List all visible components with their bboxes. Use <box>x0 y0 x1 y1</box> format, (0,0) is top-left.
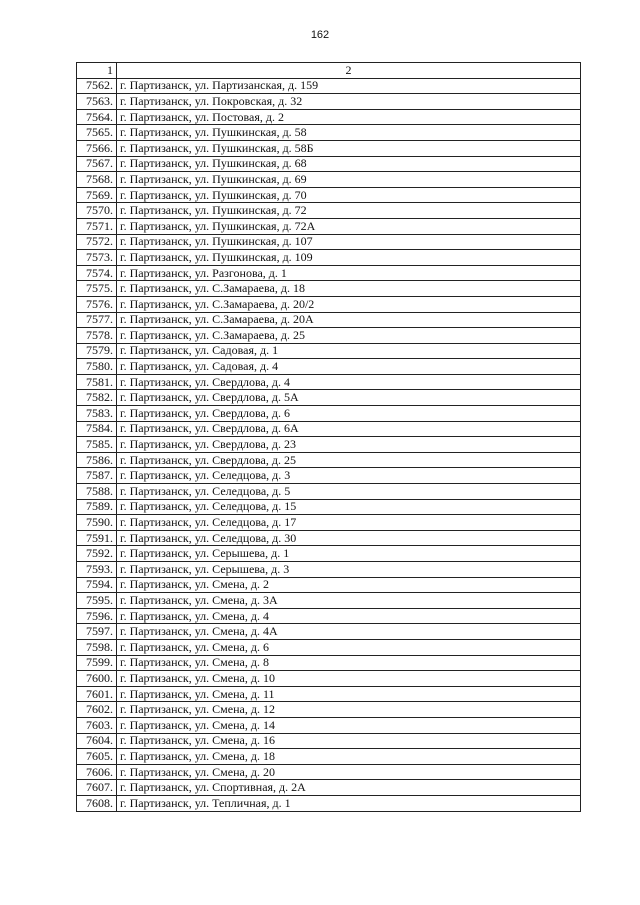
row-address-cell: г. Партизанск, ул. Свердлова, д. 4 <box>117 374 581 390</box>
table-row <box>77 468 581 484</box>
row-address-cell: г. Партизанск, ул. Смена, д. 8 <box>117 655 581 671</box>
row-number-cell: 7607. <box>77 780 117 796</box>
table-row <box>77 530 581 546</box>
table-row <box>77 546 581 562</box>
row-number-cell: 7568. <box>77 172 117 188</box>
row-address-cell: г. Партизанск, ул. С.Замараева, д. 20/2 <box>117 296 581 312</box>
row-number-cell: 7570. <box>77 203 117 219</box>
row-address-cell: г. Партизанск, ул. Селедцова, д. 3 <box>117 468 581 484</box>
row-address-cell: г. Партизанск, ул. Серышева, д. 3 <box>117 562 581 578</box>
row-number-cell: 7602. <box>77 702 117 718</box>
table-row <box>77 265 581 281</box>
row-address-cell: г. Партизанск, ул. Смена, д. 3А <box>117 593 581 609</box>
table-row <box>77 374 581 390</box>
row-number-cell: 7585. <box>77 437 117 453</box>
row-address-cell: г. Партизанск, ул. С.Замараева, д. 18 <box>117 281 581 297</box>
row-number-cell: 7580. <box>77 359 117 375</box>
table-row <box>77 562 581 578</box>
row-address-cell: г. Партизанск, ул. Смена, д. 18 <box>117 749 581 765</box>
table-row <box>77 172 581 188</box>
row-number-cell: 7579. <box>77 343 117 359</box>
row-number-cell: 7566. <box>77 140 117 156</box>
table-row <box>77 515 581 531</box>
row-number-cell: 7577. <box>77 312 117 328</box>
table-row <box>77 608 581 624</box>
row-number-cell: 7595. <box>77 593 117 609</box>
row-address-cell: г. Партизанск, ул. Тепличная, д. 1 <box>117 795 581 811</box>
row-address-cell: г. Партизанск, ул. Смена, д. 12 <box>117 702 581 718</box>
row-address-cell: г. Партизанск, ул. Смена, д. 4А <box>117 624 581 640</box>
row-number-cell: 7603. <box>77 717 117 733</box>
row-address-cell: г. Партизанск, ул. Пушкинская, д. 69 <box>117 172 581 188</box>
row-number-cell: 7572. <box>77 234 117 250</box>
row-address-cell: г. Партизанск, ул. Селедцова, д. 5 <box>117 484 581 500</box>
row-number-cell: 7606. <box>77 764 117 780</box>
table-row <box>77 125 581 141</box>
row-number-cell: 7592. <box>77 546 117 562</box>
row-number-cell: 7573. <box>77 250 117 266</box>
table-row <box>77 328 581 344</box>
table-row <box>77 639 581 655</box>
row-number-cell: 7591. <box>77 530 117 546</box>
row-address-cell: г. Партизанск, ул. Смена, д. 4 <box>117 608 581 624</box>
table-row <box>77 733 581 749</box>
table-row <box>77 218 581 234</box>
table-row <box>77 671 581 687</box>
address-table <box>76 62 581 812</box>
row-address-cell: г. Партизанск, ул. Смена, д. 20 <box>117 764 581 780</box>
row-number-cell: 7604. <box>77 733 117 749</box>
row-number-cell: 7597. <box>77 624 117 640</box>
row-address-cell: г. Партизанск, ул. Пушкинская, д. 72А <box>117 218 581 234</box>
table-row <box>77 109 581 125</box>
row-number-cell: 7593. <box>77 562 117 578</box>
table-row <box>77 281 581 297</box>
row-address-cell: г. Партизанск, ул. Смена, д. 11 <box>117 686 581 702</box>
table-row <box>77 187 581 203</box>
table-row <box>77 390 581 406</box>
row-address-cell: г. Партизанск, ул. Свердлова, д. 25 <box>117 452 581 468</box>
table-row <box>77 795 581 811</box>
table-row <box>77 764 581 780</box>
table-row <box>77 406 581 422</box>
table-row <box>77 577 581 593</box>
row-address-cell: г. Партизанск, ул. Свердлова, д. 6А <box>117 421 581 437</box>
row-address-cell: г. Партизанск, ул. Пушкинская, д. 70 <box>117 187 581 203</box>
table-row <box>77 717 581 733</box>
row-address-cell: г. Партизанск, ул. Смена, д. 6 <box>117 639 581 655</box>
row-address-cell: г. Партизанск, ул. Селедцова, д. 30 <box>117 530 581 546</box>
row-address-cell: г. Партизанск, ул. Пушкинская, д. 58Б <box>117 140 581 156</box>
row-address-cell: г. Партизанск, ул. Пушкинская, д. 107 <box>117 234 581 250</box>
row-number-cell: 7586. <box>77 452 117 468</box>
table-row <box>77 78 581 94</box>
table-row <box>77 312 581 328</box>
table-row <box>77 140 581 156</box>
table-body <box>77 78 581 811</box>
header-row <box>77 63 581 79</box>
table-row <box>77 624 581 640</box>
table-row <box>77 484 581 500</box>
row-address-cell: г. Партизанск, ул. Смена, д. 10 <box>117 671 581 687</box>
table-header <box>77 63 581 79</box>
row-address-cell: г. Партизанск, ул. Покровская, д. 32 <box>117 94 581 110</box>
table-row <box>77 343 581 359</box>
table-row <box>77 250 581 266</box>
row-address-cell: г. Партизанск, ул. Смена, д. 2 <box>117 577 581 593</box>
row-number-cell: 7590. <box>77 515 117 531</box>
table-row <box>77 437 581 453</box>
row-number-cell: 7598. <box>77 639 117 655</box>
row-address-cell: г. Партизанск, ул. Свердлова, д. 5А <box>117 390 581 406</box>
row-number-cell: 7574. <box>77 265 117 281</box>
row-number-cell: 7601. <box>77 686 117 702</box>
row-address-cell: г. Партизанск, ул. Свердлова, д. 6 <box>117 406 581 422</box>
table-row <box>77 780 581 796</box>
row-address-cell: г. Партизанск, ул. Постовая, д. 2 <box>117 109 581 125</box>
table-row <box>77 499 581 515</box>
table-row <box>77 296 581 312</box>
table-row <box>77 702 581 718</box>
row-number-cell: 7584. <box>77 421 117 437</box>
row-number-cell: 7567. <box>77 156 117 172</box>
row-number-cell: 7596. <box>77 608 117 624</box>
row-number-cell: 7594. <box>77 577 117 593</box>
row-address-cell: г. Партизанск, ул. С.Замараева, д. 20А <box>117 312 581 328</box>
row-address-cell: г. Партизанск, ул. Пушкинская, д. 58 <box>117 125 581 141</box>
row-number-cell: 7600. <box>77 671 117 687</box>
table-row <box>77 686 581 702</box>
table-row <box>77 156 581 172</box>
row-number-cell: 7581. <box>77 374 117 390</box>
row-address-cell: г. Партизанск, ул. Пушкинская, д. 109 <box>117 250 581 266</box>
row-address-cell: г. Партизанск, ул. Селедцова, д. 17 <box>117 515 581 531</box>
row-address-cell: г. Партизанск, ул. Спортивная, д. 2А <box>117 780 581 796</box>
row-number-cell: 7589. <box>77 499 117 515</box>
header-cell-address: 2 <box>117 63 581 79</box>
row-number-cell: 7564. <box>77 109 117 125</box>
row-number-cell: 7563. <box>77 94 117 110</box>
row-number-cell: 7569. <box>77 187 117 203</box>
row-number-cell: 7588. <box>77 484 117 500</box>
row-number-cell: 7562. <box>77 78 117 94</box>
table-row <box>77 421 581 437</box>
row-number-cell: 7575. <box>77 281 117 297</box>
row-address-cell: г. Партизанск, ул. Смена, д. 16 <box>117 733 581 749</box>
row-address-cell: г. Партизанск, ул. С.Замараева, д. 25 <box>117 328 581 344</box>
header-cell-number: 1 <box>77 63 117 79</box>
row-number-cell: 7599. <box>77 655 117 671</box>
row-number-cell: 7565. <box>77 125 117 141</box>
table-row <box>77 655 581 671</box>
row-number-cell: 7582. <box>77 390 117 406</box>
page-number: 162 <box>310 29 330 41</box>
row-address-cell: г. Партизанск, ул. Пушкинская, д. 72 <box>117 203 581 219</box>
row-address-cell: г. Партизанск, ул. Партизанская, д. 159 <box>117 78 581 94</box>
row-number-cell: 7583. <box>77 406 117 422</box>
table-row <box>77 593 581 609</box>
table-row <box>77 94 581 110</box>
row-address-cell: г. Партизанск, ул. Садовая, д. 1 <box>117 343 581 359</box>
row-number-cell: 7587. <box>77 468 117 484</box>
table-row <box>77 749 581 765</box>
row-address-cell: г. Партизанск, ул. Садовая, д. 4 <box>117 359 581 375</box>
row-number-cell: 7571. <box>77 218 117 234</box>
row-number-cell: 7605. <box>77 749 117 765</box>
table-row <box>77 234 581 250</box>
row-address-cell: г. Партизанск, ул. Свердлова, д. 23 <box>117 437 581 453</box>
row-number-cell: 7576. <box>77 296 117 312</box>
row-number-cell: 7608. <box>77 795 117 811</box>
table-row <box>77 452 581 468</box>
table-row <box>77 203 581 219</box>
row-address-cell: г. Партизанск, ул. Разгонова, д. 1 <box>117 265 581 281</box>
row-address-cell: г. Партизанск, ул. Пушкинская, д. 68 <box>117 156 581 172</box>
row-address-cell: г. Партизанск, ул. Серышева, д. 1 <box>117 546 581 562</box>
row-number-cell: 7578. <box>77 328 117 344</box>
row-address-cell: г. Партизанск, ул. Смена, д. 14 <box>117 717 581 733</box>
row-address-cell: г. Партизанск, ул. Селедцова, д. 15 <box>117 499 581 515</box>
table-row <box>77 359 581 375</box>
